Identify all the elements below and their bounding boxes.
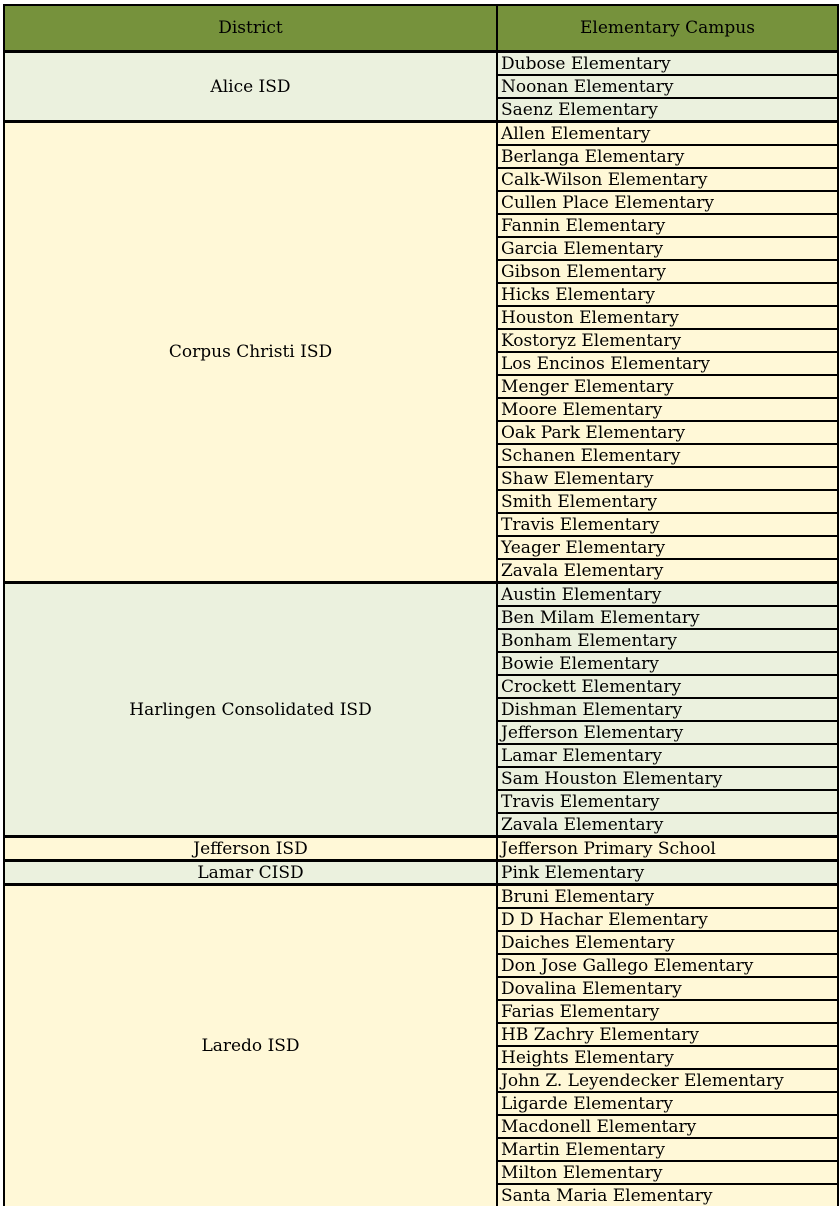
header-row bbox=[4, 5, 838, 52]
campus-cell: Austin Elementary bbox=[497, 583, 838, 607]
campus-column-header: Elementary Campus bbox=[497, 5, 838, 52]
campus-cell: Bowie Elementary bbox=[497, 652, 838, 675]
campus-cell: Ben Milam Elementary bbox=[497, 606, 838, 629]
campus-cell: Zavala Elementary bbox=[497, 559, 838, 583]
district-cell: Corpus Christi ISD bbox=[4, 122, 497, 583]
campus-cell: Schanen Elementary bbox=[497, 444, 838, 467]
campus-cell: Crockett Elementary bbox=[497, 675, 838, 698]
campus-cell: Saenz Elementary bbox=[497, 98, 838, 122]
campus-cell: HB Zachry Elementary bbox=[497, 1023, 838, 1046]
campus-cell: Garcia Elementary bbox=[497, 237, 838, 260]
campus-cell: Bonham Elementary bbox=[497, 629, 838, 652]
campus-cell: Menger Elementary bbox=[497, 375, 838, 398]
campus-cell: Gibson Elementary bbox=[497, 260, 838, 283]
campus-cell: Yeager Elementary bbox=[497, 536, 838, 559]
table-body bbox=[4, 52, 838, 1206]
campus-cell: D D Hachar Elementary bbox=[497, 908, 838, 931]
campus-cell: Dubose Elementary bbox=[497, 52, 838, 76]
campus-cell: Kostoryz Elementary bbox=[497, 329, 838, 352]
district-cell: Jefferson ISD bbox=[4, 837, 497, 861]
campus-cell: John Z. Leyendecker Elementary bbox=[497, 1069, 838, 1092]
campus-cell: Jefferson Elementary bbox=[497, 721, 838, 744]
campus-cell: Hicks Elementary bbox=[497, 283, 838, 306]
campus-cell: Pink Elementary bbox=[497, 861, 838, 885]
table-row bbox=[4, 885, 838, 909]
campus-cell: Calk-Wilson Elementary bbox=[497, 168, 838, 191]
campus-cell: Travis Elementary bbox=[497, 513, 838, 536]
campus-cell: Houston Elementary bbox=[497, 306, 838, 329]
campus-cell: Cullen Place Elementary bbox=[497, 191, 838, 214]
campus-cell: Daiches Elementary bbox=[497, 931, 838, 954]
table-row bbox=[4, 122, 838, 146]
campus-cell: Moore Elementary bbox=[497, 398, 838, 421]
campus-cell: Dovalina Elementary bbox=[497, 977, 838, 1000]
table-row bbox=[4, 837, 838, 861]
district-cell: Lamar CISD bbox=[4, 861, 497, 885]
campus-cell: Berlanga Elementary bbox=[497, 145, 838, 168]
table-row bbox=[4, 583, 838, 607]
campus-cell: Martin Elementary bbox=[497, 1138, 838, 1161]
district-cell: Harlingen Consolidated ISD bbox=[4, 583, 497, 837]
campus-cell: Zavala Elementary bbox=[497, 813, 838, 837]
campus-cell: Santa Maria Elementary bbox=[497, 1184, 838, 1206]
table-row bbox=[4, 861, 838, 885]
campus-cell: Noonan Elementary bbox=[497, 75, 838, 98]
district-column-header: District bbox=[4, 5, 497, 52]
campus-cell: Bruni Elementary bbox=[497, 885, 838, 909]
campus-cell: Smith Elementary bbox=[497, 490, 838, 513]
campus-cell: Milton Elementary bbox=[497, 1161, 838, 1184]
campus-cell: Travis Elementary bbox=[497, 790, 838, 813]
campus-cell: Farias Elementary bbox=[497, 1000, 838, 1023]
campus-cell: Dishman Elementary bbox=[497, 698, 838, 721]
campus-cell: Ligarde Elementary bbox=[497, 1092, 838, 1115]
campus-cell: Don Jose Gallego Elementary bbox=[497, 954, 838, 977]
district-cell: Laredo ISD bbox=[4, 885, 497, 1206]
campus-cell: Oak Park Elementary bbox=[497, 421, 838, 444]
campus-cell: Sam Houston Elementary bbox=[497, 767, 838, 790]
campus-cell: Macdonell Elementary bbox=[497, 1115, 838, 1138]
district-campus-table bbox=[3, 4, 839, 1206]
campus-cell: Heights Elementary bbox=[497, 1046, 838, 1069]
campus-cell: Los Encinos Elementary bbox=[497, 352, 838, 375]
campus-cell: Allen Elementary bbox=[497, 122, 838, 146]
campus-cell: Lamar Elementary bbox=[497, 744, 838, 767]
district-cell: Alice ISD bbox=[4, 52, 497, 122]
campus-cell: Fannin Elementary bbox=[497, 214, 838, 237]
table-row bbox=[4, 52, 838, 76]
campus-cell: Jefferson Primary School bbox=[497, 837, 838, 861]
campus-cell: Shaw Elementary bbox=[497, 467, 838, 490]
